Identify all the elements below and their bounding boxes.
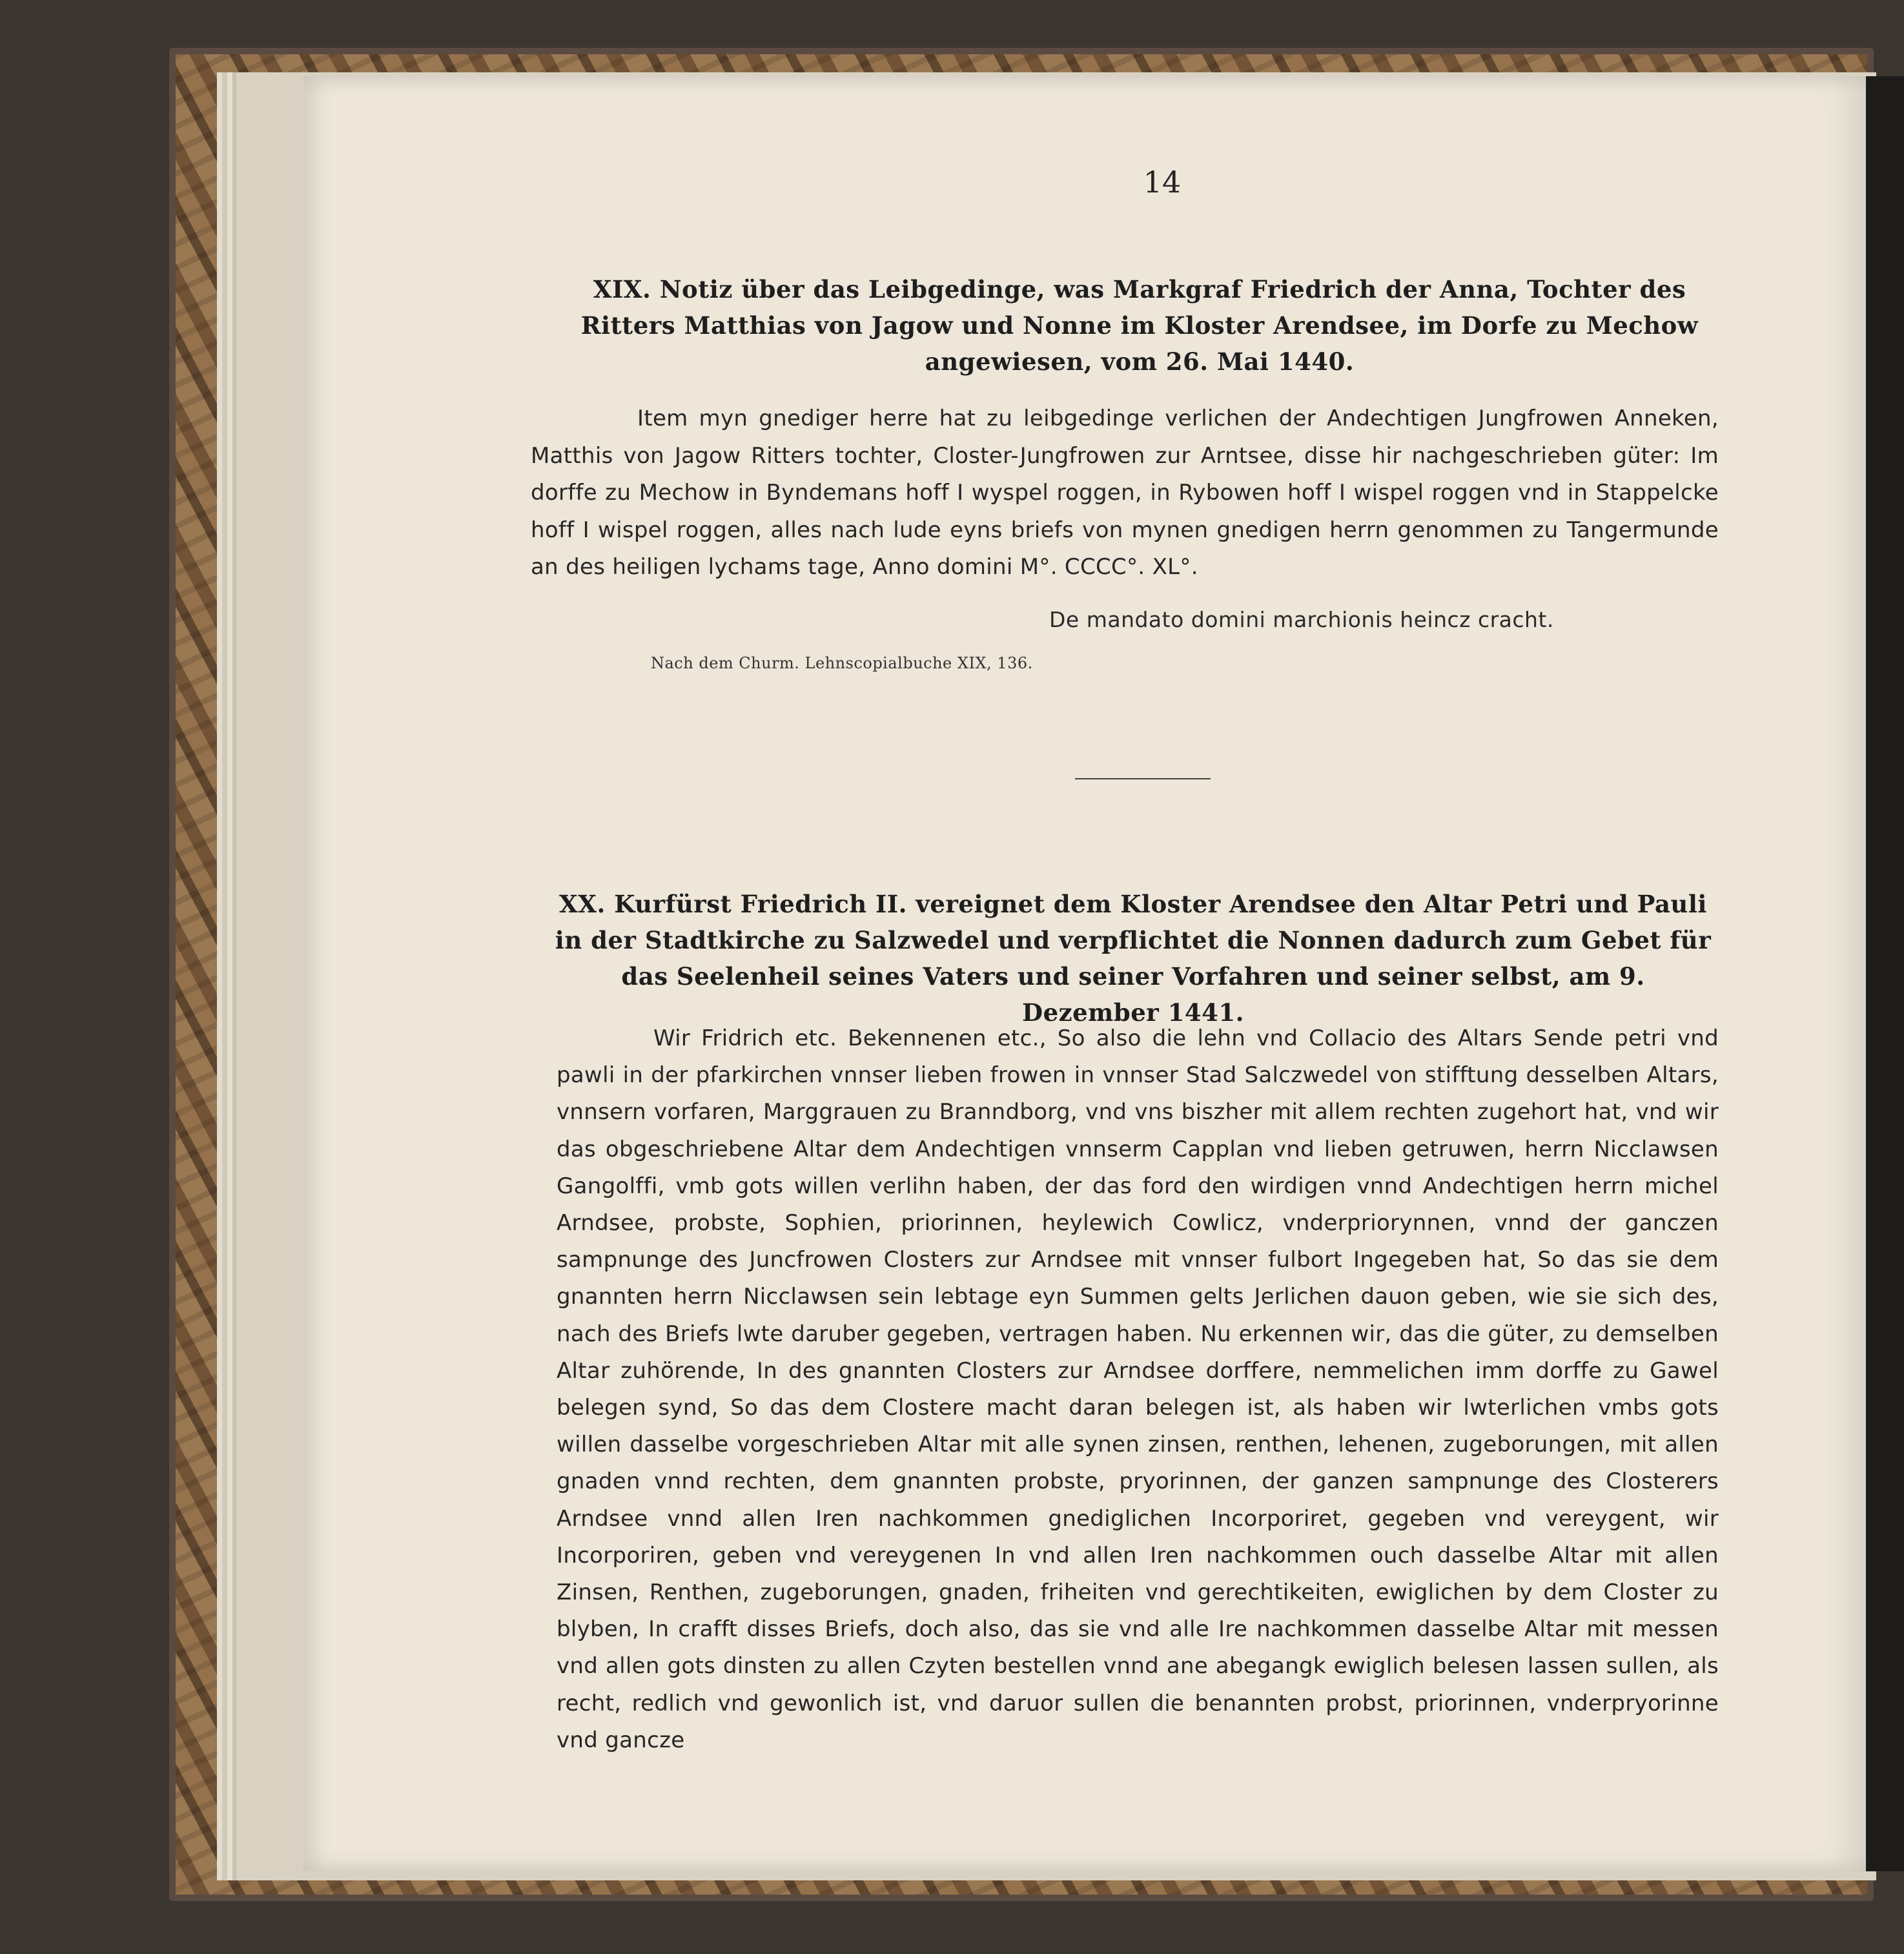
section-xx-body: Wir Fridrich etc. Bekennenen etc., So also die lehn vnd Collacio des Altars Sende petri vnd pawli in der pfarkirchen vnnser lieben frowen in vnnser Stad Salczwedel von stifftung desselben Altars, vnnsern vorfaren, Marggrauen zu Branndborg, vnd vns biszher mit allem rechten zugehort hat, vnd wir das obgeschriebene Altar dem Andechtigen vnnserm Capplan vnd lieben getruwen, herrn Nicclawsen Gangolffi, vmb gots willen verlihn haben, der das ford den wirdigen vnnd Andechtigen herrn michel Arndsee, probste, Sophien, priorinnen, heylewich Cowlicz, vnderpriorynnen, vnnd der ganczen sampnunge des Juncfrowen Closters zur Arndsee mit vnnser fulbort Ingegeben hat, So das sie dem gnannten herrn Nicclawsen sein lebtage eyn Summen gelts Jerlichen dauon geben, wie sie sich des, nach des Briefs lwte daruber gegeben, vertragen haben. Nu erkennen wir, das die güter, zu demselben Altar zuhörende, In des gnannten Closters zur Arndsee dorffere, nemmelichen imm dorffe zu Gawel belegen synd, So das dem Clostere macht daran belegen ist, als haben wir lwterlichen vmbs gots willen dasselbe vorgeschrieben Altar mit alle synen zinsen, renthen, lehenen, zugeborungen, mit allen gnaden vnnd rechten, dem gnannten probste, pryorinnen, der ganzen sampnunge des Closterers Arndsee vnnd allen Iren nachkommen gnediglichen Incorporiret, gegeben vnd vereygent, wir Incorporiren, geben vnd vereygenen In vnd allen Iren nachkommen ouch dasselbe Altar mit allen Zinsen, Renthen, zugeborungen, gnaden, friheiten vnd gerechtikeiten, ewiglichen by dem Closter zu blyben, In crafft disses Briefs, doch also, das sie vnd alle Ire nachkommen dasselbe Altar mit messen vnd allen gots dinsten zu allen Czyten bestellen vnnd ane abegangk ewiglich belesen lassen sullen, als recht, redlich vnd gewonlich ist, vnd daruor sullen die benannten probst, priorinnen, vnderpryorinne vnd gancze bbox=[557, 1025, 1719, 1753]
page-number: 14 bbox=[1143, 165, 1182, 200]
section-xix-source-note: Nach dem Churm. Lehnscopialbuche XIX, 136. bbox=[651, 654, 1033, 672]
section-xix-body: Item myn gnediger herre hat zu leibgedinge verlichen der Andechtigen Jungfrowen Anneken, Matthis von Jagow Ritters tochter, Closter-Jungfrowen zur Arntsee, disse hir nachgeschrieben güter: Im dorffe zu Mechow in Byndemans hoff I wyspel roggen, in Rybowen hoff I wispel roggen vnd in Stappelcke hoff I wispel roggen, alles nach lude eyns briefs von mynen gnedigen herrn genommen zu Tangermunde an des heiligen lychams tage, Anno domini M°. CCCC°. XL°. bbox=[531, 406, 1719, 580]
section-xx-heading: XX. Kurfürst Friedrich II. vereignet dem Kloster Arendsee den Altar Petri und Pauli in der Stadtkirche zu Salzwedel und verpflichtet die Nonnen dadurch zum Gebet für das Seelenheil seines Vaters und seiner Vorfahren und seiner selbst, am 9. Dezember 1441. bbox=[555, 890, 1712, 1027]
section-divider bbox=[1075, 778, 1211, 779]
section-xix-heading: XIX. Notiz über das Leibgedinge, was Markgraf Friedrich der Anna, Tochter des Ritters Matthias von Jagow und Nonne im Kloster Arendsee, im Dorfe zu Mechow angewiesen, vom 26. Mai 1440. bbox=[580, 275, 1699, 376]
facing-page-gutter bbox=[1866, 76, 1904, 1871]
section-xix-signature: De mandato domini marchionis heincz cracht. bbox=[1049, 607, 1554, 632]
